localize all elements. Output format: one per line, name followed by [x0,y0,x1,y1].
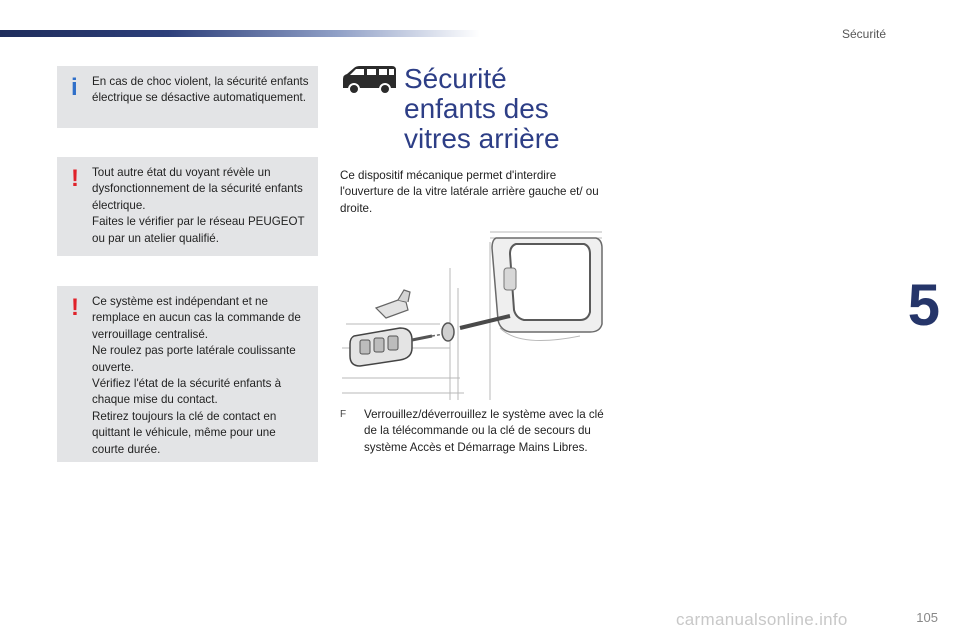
warning-note-text: Retirez toujours la clé de contact en quittant le véhicule, même pour une courte durée. [92,409,277,456]
warning-note-text: Faites le vérifier par le réseau PEUGEOT ou par un atelier qualifié. [92,215,305,245]
page-title [404,64,560,154]
info-note [57,66,318,128]
page-number: 105 [916,610,938,625]
header-color-bar [0,30,480,37]
section-header: Sécurité [841,27,886,41]
warning-note-1 [57,157,318,256]
title-line: Sécurité [404,63,507,94]
instruction-text: Verrouillez/déverrouillez le système avec la clé de la télécommande ou la clé de secours du système Accès et Démarrage Mains Libres. [364,408,604,454]
chapter-number: 5 [907,273,940,338]
warning-note-text: Ne roulez pas porte latérale coulissante ouverte. [92,344,296,374]
child-lock-illustration [340,228,604,400]
title-line: enfants des [404,93,549,124]
warning-note-2 [57,286,318,462]
warning-icon: ! [71,294,79,321]
warning-icon: ! [71,165,79,192]
title-line: vitres arrière [404,123,560,154]
info-note-text: En cas de choc violent, la sécurité enfants électrique se désactive automatiquement. [92,75,309,105]
bullet-marker: F [340,409,347,420]
info-icon: i [71,74,78,101]
warning-note-text: Tout autre état du voyant révèle un dysfonctionnement de la sécurité enfants électrique. [92,166,303,212]
intro-text: Ce dispositif mécanique permet d'interdire l'ouverture de la vitre latérale arrière gauche et/ ou droite. [340,169,599,215]
warning-note-text: Vérifiez l'état de la sécurité enfants à chaque mise du contact. [92,377,282,407]
warning-note-text: Ce système est indépendant et ne remplace en aucun cas la commande de verrouillage centralisé. [92,295,301,341]
watermark: carmanualsonline.info [676,610,848,629]
instruction-item [340,407,604,456]
van-icon [340,64,398,96]
